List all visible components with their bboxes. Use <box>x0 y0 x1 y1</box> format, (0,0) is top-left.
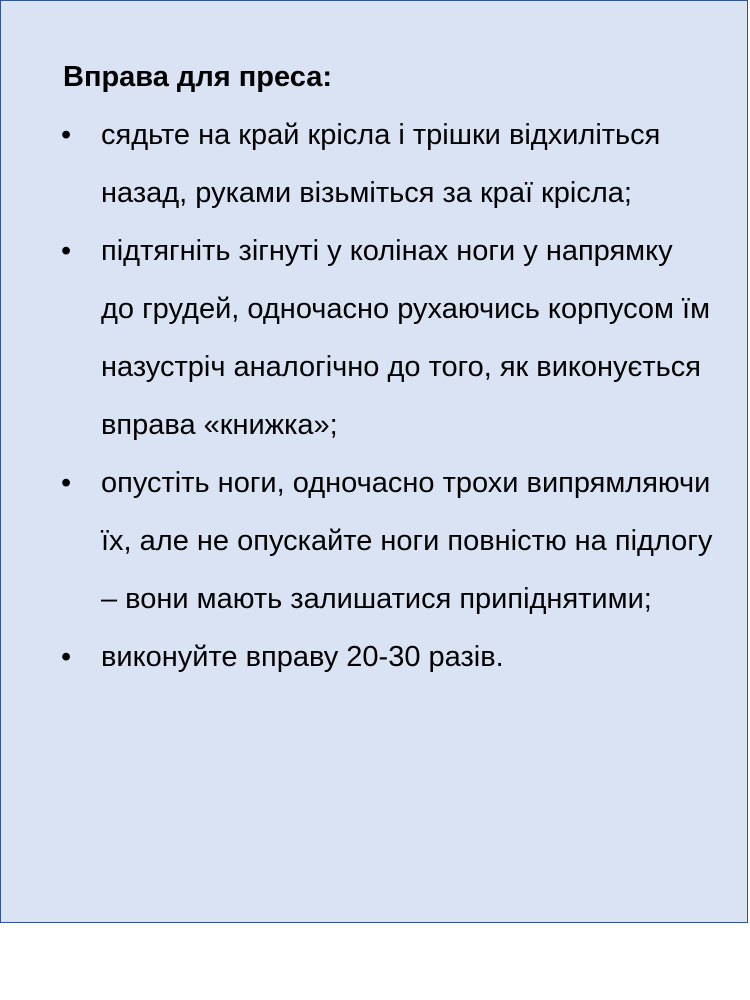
instruction-item-4 <box>63 628 713 686</box>
exercise-title: Вправа для преса: <box>63 61 332 93</box>
instruction-list <box>63 106 713 686</box>
instruction-item-2 <box>63 222 713 454</box>
exercise-content <box>63 48 713 686</box>
bullet-icon: • <box>61 641 72 673</box>
instruction-text-2: підтягніть зігнуті у колінах ноги у напрямку до грудей, одночасно рухаючись корпусом їм назустріч аналогічно до того, як виконується вправа «книжка»; <box>101 235 711 441</box>
instruction-text-1: сядьте на край крісла і трішки відхиліться назад, руками візьміться за краї крісла; <box>101 119 661 209</box>
instruction-text-4: виконуйте вправу 20-30 разів. <box>101 641 504 673</box>
instruction-item-1 <box>63 106 713 222</box>
bullet-icon: • <box>61 467 72 499</box>
instruction-text-3: опустіть ноги, одночасно трохи випрямляючи їх, але не опускайте ноги повністю на підлогу – вони мають залишатися припіднятими; <box>101 467 713 615</box>
bullet-icon: • <box>61 235 72 267</box>
bullet-icon: • <box>61 119 72 151</box>
instruction-item-3 <box>63 454 713 628</box>
